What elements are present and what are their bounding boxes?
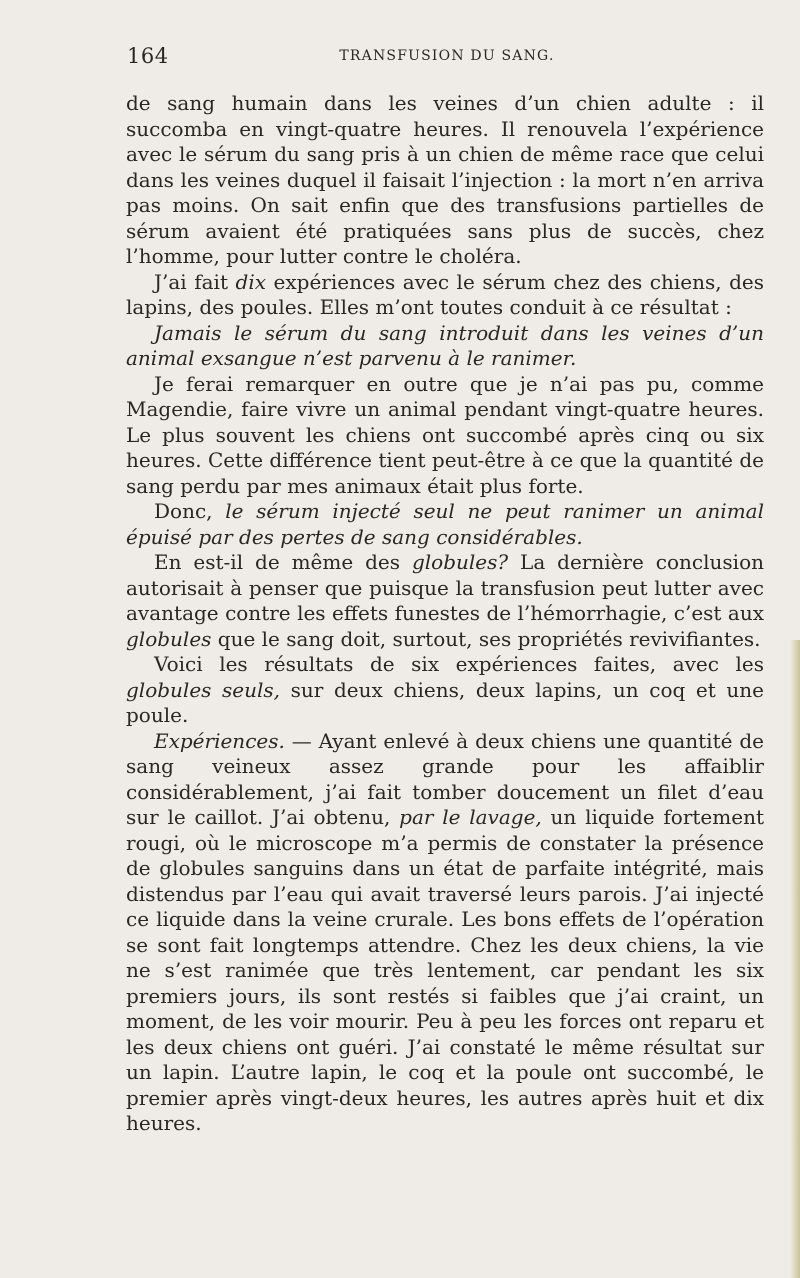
text-run: un liquide fortement rougi, où le microscope m’a permis de constater la présence de globules sanguins dans un état de parfaite intégrité, mais distendus par l’eau qui avait traversé leurs parois. J’ai injecté ce liquide dans la veine crurale. Les bons effets de l’opération se sont fait longtemps attendre. Chez les deux chiens, la vie ne s’est ranimée que très lentement, car pendant les six premiers jours, ils sont restés si faibles que j’ai craint, un moment, de les voir mourir. Peu à peu les forces ont reparu et les deux chiens ont guéri. J’ai constaté le même résultat sur un lapin. L’autre lapin, le coq et la poule ont succombé, le premier après vingt-deux heures, les autres après huit et dix heures. xyxy=(126,805,764,1135)
paragraph-7 xyxy=(126,652,764,729)
paragraph-1 xyxy=(126,91,764,270)
text-run: de sang humain dans les veines d’un chien adulte : il succomba en vingt-quatre heures. Il renouvela l’expérience avec le sérum du sang pris à un chien de même race que celui dans les veines duquel il faisait l’injection : la mort n’en arriva pas moins. On sait enfin que des transfusions partielles de sérum avaient été pratiquées sans plus de succès, chez l’homme, pour lutter contre le choléra. xyxy=(126,91,764,268)
paragraph-8 xyxy=(126,729,764,1137)
body-text xyxy=(126,91,764,1137)
text-run: La dernière conclusion autorisait à penser que puisque la transfusion peut lutter avec avantage contre les effets funestes de l’hémorrhagie, c’est aux xyxy=(126,550,764,625)
text-run: expériences avec le sérum chez des chiens, des lapins, des poules. Elles m’ont toutes conduit à ce résultat : xyxy=(126,269,764,319)
italic-text: le sérum injecté seul ne peut ranimer un animal épuisé par des pertes de sang considérables. xyxy=(126,499,764,549)
running-title: TRANSFUSION DU SANG. xyxy=(339,48,555,64)
page-header xyxy=(127,44,767,72)
text-run: que le sang doit, surtout, ses propriétés revivifiantes. xyxy=(211,626,761,651)
paragraph-2 xyxy=(126,270,764,321)
page-number: 164 xyxy=(127,44,169,68)
paragraph-6 xyxy=(126,550,764,652)
text-run: En est-il de même des xyxy=(154,550,412,574)
text-run: J’ai fait xyxy=(154,269,236,294)
text-run: — Ayant enlevé à deux chiens une quantité de sang veineux assez grande pour les affaiblir considérablement, j’ai fait tomber doucement un filet d’eau sur le caillot. J’ai obtenu, xyxy=(126,728,764,829)
italic-text: Expériences. xyxy=(154,728,285,753)
italic-text: Jamais le sérum du sang introduit dans les veines d’un animal exsangue n’est parvenu à le ranimer. xyxy=(126,320,764,370)
italic-text: dix xyxy=(235,269,266,294)
italic-text: par le lavage, xyxy=(399,805,542,829)
text-run: Donc, xyxy=(154,499,226,523)
page-edge-shadow xyxy=(790,640,800,1278)
paragraph-3 xyxy=(126,321,764,372)
text-run: Je ferai remarquer en outre que je n’ai pas pu, comme Magendie, faire vivre un animal pendant vingt-quatre heures. Le plus souvent les chiens ont succombé après cinq ou six heures. Cette différence tient peut-être à ce que la quantité de sang perdu par mes animaux était plus forte. xyxy=(126,371,764,498)
text-run: Voici les résultats de six expériences faites, avec les xyxy=(154,652,764,676)
text-run: sur deux chiens, deux lapins, un coq et une poule. xyxy=(126,677,765,727)
italic-text: globules? xyxy=(411,550,509,574)
italic-text: globules xyxy=(126,626,212,651)
paragraph-5 xyxy=(126,499,764,550)
italic-text: globules seuls, xyxy=(126,677,281,702)
paragraph-4 xyxy=(126,372,764,500)
